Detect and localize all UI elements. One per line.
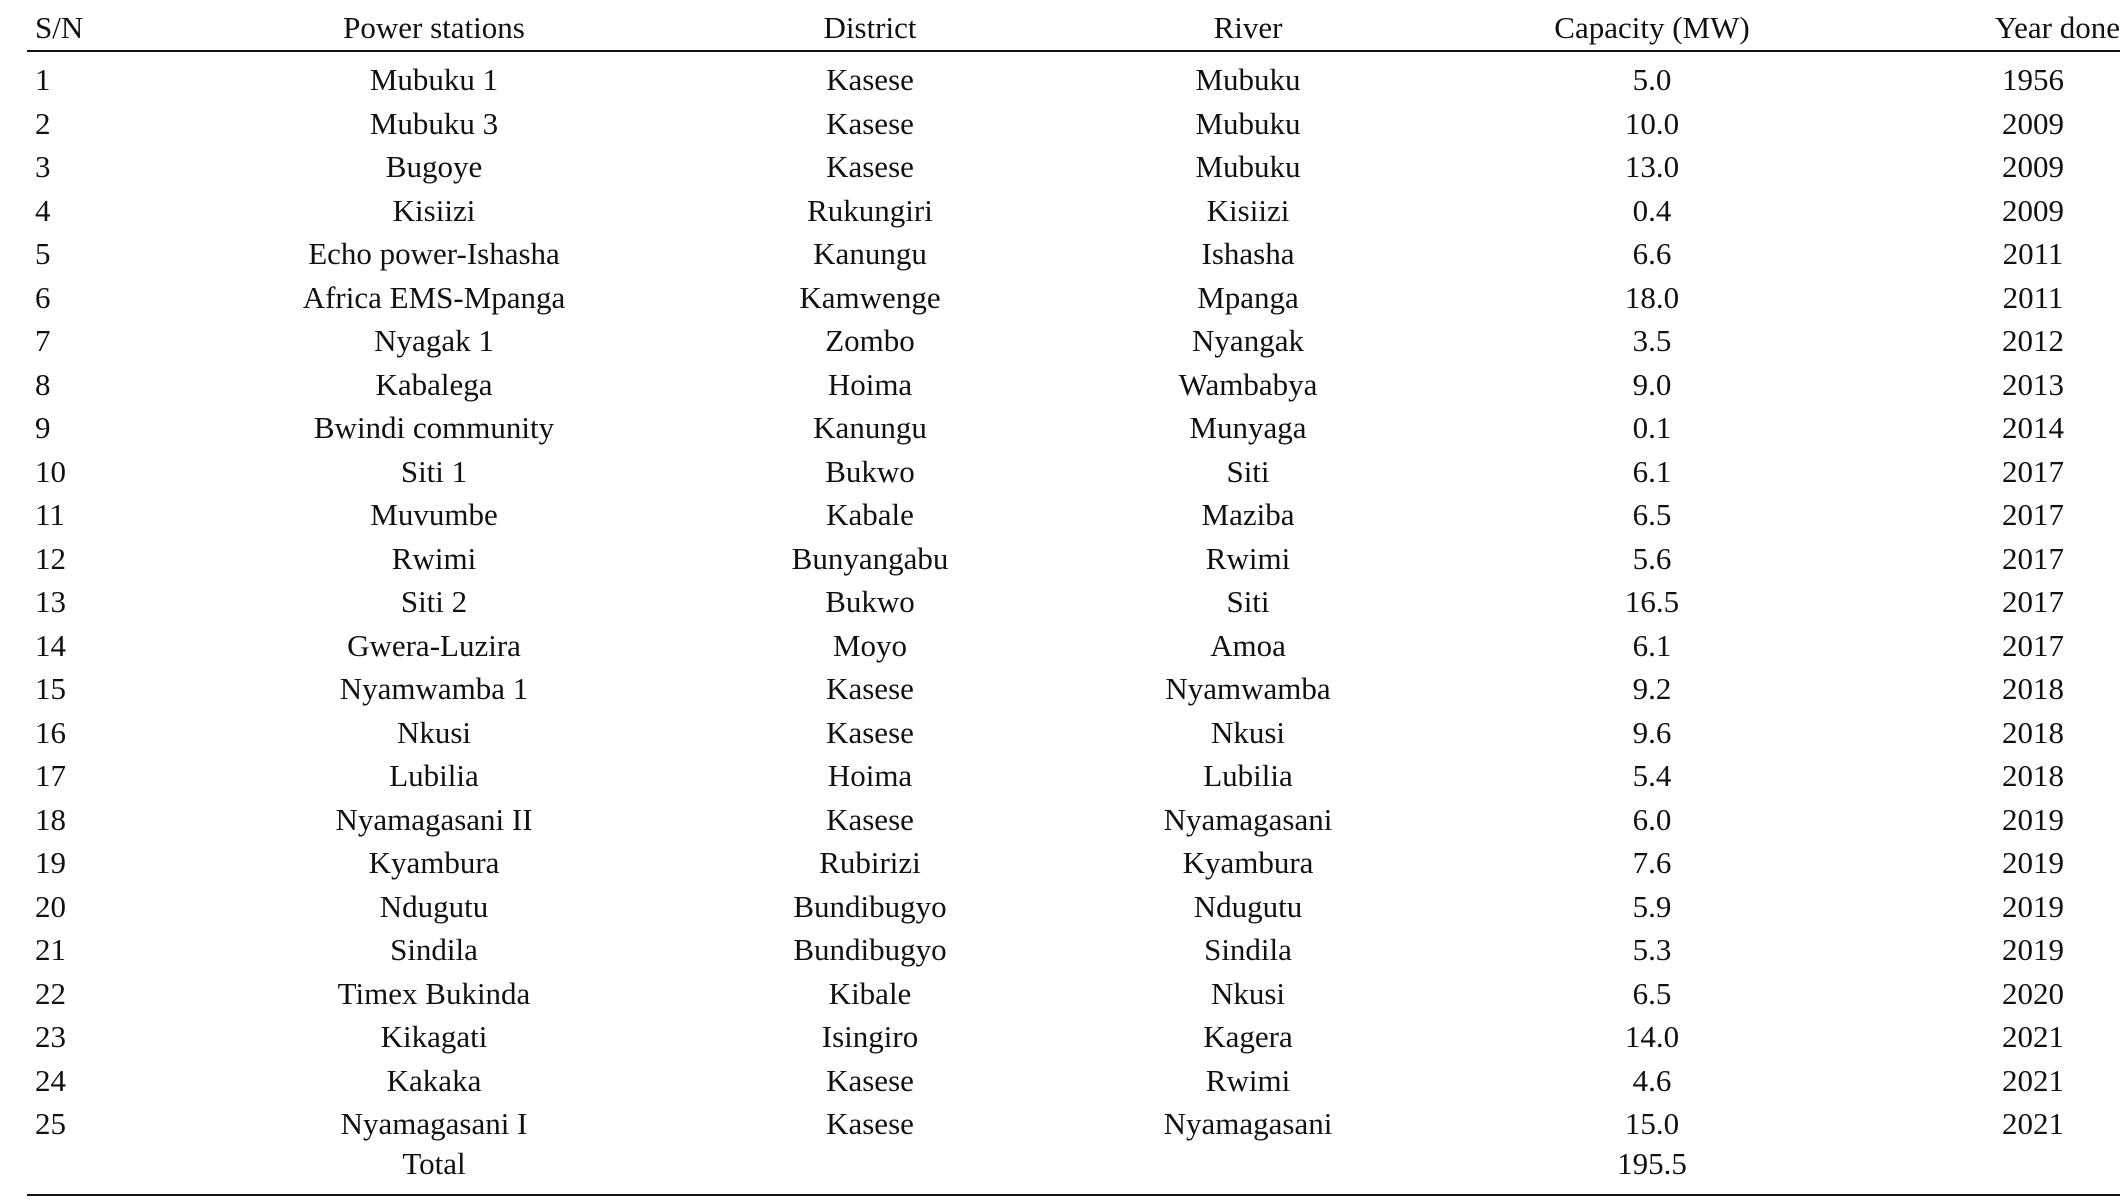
cell-capacity: 6.1 [1632,453,1672,489]
cell-district: Bundibugyo [793,888,947,924]
table-row [27,924,2120,968]
cell-capacity: 10.0 [1624,105,1680,141]
header-district: District [823,10,917,45]
cell-district: Hoima [827,366,913,402]
cell-year-done: 2009 [2002,149,2064,184]
cell-power-station: Ndugutu [379,888,489,924]
cell-river: Nyangak [1192,323,1304,358]
cell-year-done: 2017 [2002,540,2064,576]
cell-year-done: 2018 [2002,671,2064,706]
cell-sn: 18 [35,801,66,837]
cell-district: Kanungu [813,410,927,445]
table-row [27,228,2120,272]
cell-capacity: 13.0 [1624,149,1680,184]
cell-district: Bundibugyo [793,932,947,967]
cell-sn: 15 [35,671,66,706]
cell-sn: 12 [35,540,66,576]
cell-power-station: Kikagati [380,1019,488,1054]
cell-year-done: 2021 [2002,1106,2064,1141]
cell-power-station: Nyamagasani II [335,801,533,837]
cell-district: Kasese [826,1062,914,1098]
cell-district: Kibale [828,975,912,1011]
cell-river: Lubilia [1203,758,1293,793]
table-row [27,620,2120,664]
cell-power-station: Siti 2 [400,584,468,619]
cell-river: Sindila [1204,932,1292,967]
cell-sn: 1 [35,62,51,97]
cell-sn: 20 [35,888,66,924]
cell-power-station: Siti 1 [400,453,468,489]
cell-capacity: 5.4 [1632,758,1672,793]
header-capacity: Capacity (MW) [1554,10,1750,45]
cell-river: Nyamagasani [1163,1106,1333,1141]
table-bottom-rule [27,1194,2120,1196]
cell-sn: 3 [35,149,51,184]
table-row [27,707,2120,751]
cell-district: Zombo [825,323,915,358]
cell-power-station: Timex Bukinda [337,975,531,1011]
cell-capacity: 6.6 [1632,236,1672,271]
cell-year-done: 2018 [2002,758,2064,793]
cell-sn: 2 [35,105,51,141]
cell-sn: 6 [35,279,51,315]
cell-power-station: Kabalega [375,366,493,402]
table-row [27,576,2120,620]
cell-year-done: 2021 [2002,1062,2064,1098]
cell-sn: 5 [35,236,51,271]
table-row [27,968,2120,1012]
cell-river: Siti [1226,584,1270,619]
cell-district: Bukwo [825,584,915,619]
cell-year-done: 2011 [2002,236,2064,271]
cell-year-done: 2017 [2002,584,2064,619]
cell-year-done: 2019 [2002,801,2064,837]
table-row [27,1011,2120,1055]
cell-sn: 9 [35,410,51,445]
cell-sn: 19 [35,845,66,880]
table-row [27,794,2120,838]
table-row [27,837,2120,881]
cell-capacity: 18.0 [1624,279,1680,315]
cell-year-done: 2014 [2002,410,2064,445]
table-row [27,489,2120,533]
cell-year-done: 2012 [2002,323,2064,358]
table-row [27,750,2120,794]
cell-sn: 10 [35,453,66,489]
cell-power-station: Nyamagasani I [340,1106,528,1141]
cell-power-station: Nkusi [396,714,472,750]
cell-district: Moyo [832,627,908,663]
cell-capacity: 9.0 [1632,366,1672,402]
cell-river: Nyamagasani [1163,801,1333,837]
cell-capacity: 6.5 [1632,497,1672,532]
cell-sn: 13 [35,584,66,619]
cell-sn: 21 [35,932,66,967]
cell-capacity: 7.6 [1632,845,1672,880]
cell-river: Rwimi [1205,540,1291,576]
cell-river: Kagera [1203,1019,1293,1054]
cell-capacity: 3.5 [1632,323,1672,358]
cell-year-done: 2019 [2002,932,2064,967]
cell-river: Ishasha [1201,236,1295,271]
cell-river: Siti [1226,453,1270,489]
table-row [27,54,2120,98]
cell-district: Isingiro [821,1019,919,1054]
cell-capacity: 6.0 [1632,801,1672,837]
cell-year-done: 2019 [2002,888,2064,924]
header-river: River [1213,10,1283,45]
cell-power-station: Sindila [390,932,478,967]
cell-power-station: Kisiizi [392,192,476,228]
table-row [27,185,2120,229]
table-row [27,446,2120,490]
cell-river: Munyaga [1189,410,1307,445]
cell-sn: 7 [35,323,51,358]
table-row [27,141,2120,185]
cell-power-station: Bugoye [385,149,483,184]
cell-sn: 4 [35,192,51,228]
header-sn: S/N [35,10,84,45]
cell-year-done: 2018 [2002,714,2064,750]
cell-river: Nyamwamba [1165,671,1331,706]
cell-river: Kyambura [1182,845,1314,880]
cell-power-station: Kakaka [386,1062,482,1098]
cell-sn: 24 [35,1062,66,1098]
cell-capacity: 0.1 [1632,410,1672,445]
cell-river: Ndugutu [1193,888,1303,924]
cell-river: Mubuku [1195,149,1301,184]
cell-capacity: 4.6 [1632,1062,1672,1098]
cell-river: Mubuku [1195,62,1301,97]
cell-river: Wambabya [1178,366,1318,402]
cell-capacity: 6.5 [1632,975,1672,1011]
table-row [27,1055,2120,1099]
cell-year-done: 2017 [2002,453,2064,489]
cell-district: Kamwenge [799,279,941,315]
cell-district: Kasese [826,714,914,750]
cell-district: Hoima [827,758,913,793]
cell-year-done: 2013 [2002,366,2064,402]
cell-capacity: 6.1 [1632,627,1672,663]
table-row [27,1098,2120,1142]
cell-district: Kasese [826,801,914,837]
cell-river: Nkusi [1210,714,1286,750]
table-row [27,402,2120,446]
cell-power-station: Nyamwamba 1 [339,671,529,706]
cell-power-station: Africa EMS-Mpanga [302,279,566,315]
power-stations-table [27,0,2120,1187]
cell-year-done: 2021 [2002,1019,2064,1054]
cell-river: Mpanga [1197,279,1299,315]
cell-power-station: Mubuku 1 [369,62,499,97]
cell-capacity: 16.5 [1624,584,1680,619]
cell-sn: 25 [35,1106,66,1141]
cell-river: Maziba [1201,497,1295,532]
cell-sn: 14 [35,627,66,663]
cell-district: Kasese [826,105,914,141]
cell-capacity: 5.6 [1632,540,1672,576]
cell-capacity: 5.9 [1632,888,1672,924]
cell-river: Rwimi [1205,1062,1291,1098]
cell-power-station: Rwimi [391,540,477,576]
cell-capacity: 14.0 [1624,1019,1680,1054]
table-total-row [27,1142,2120,1187]
cell-district: Kanungu [813,236,927,271]
table-row [27,315,2120,359]
cell-capacity: 9.6 [1632,714,1672,750]
table-row [27,663,2120,707]
cell-power-station: Nyagak 1 [374,323,494,358]
cell-power-station: Lubilia [389,758,479,793]
cell-district: Kabale [826,497,914,532]
cell-district: Kasese [826,671,914,706]
cell-power-station: Bwindi community [313,410,555,445]
table-row [27,272,2120,316]
cell-year-done: 2009 [2002,105,2064,141]
cell-capacity: 5.3 [1632,932,1672,967]
cell-power-station: Gwera-Luzira [347,627,521,663]
cell-capacity: 0.4 [1632,192,1672,228]
cell-district: Kasese [826,1106,914,1141]
header-power-stations: Power stations [343,10,525,45]
total-label: Total [402,1145,466,1181]
cell-district: Rukungiri [807,192,933,228]
cell-year-done: 2019 [2002,845,2064,880]
cell-sn: 22 [35,975,66,1011]
cell-sn: 11 [35,497,65,532]
cell-capacity: 5.0 [1632,62,1672,97]
cell-year-done: 2020 [2002,975,2064,1011]
cell-river: Kisiizi [1206,192,1290,228]
cell-district: Rubirizi [819,845,921,880]
cell-river: Nkusi [1210,975,1286,1011]
table-body [27,52,2120,1142]
cell-district: Bunyangabu [791,540,949,576]
cell-district: Kasese [826,149,914,184]
cell-year-done: 2017 [2002,497,2064,532]
cell-capacity: 9.2 [1632,671,1672,706]
cell-capacity: 15.0 [1624,1106,1680,1141]
cell-river: Amoa [1210,627,1286,663]
cell-power-station: Kyambura [368,845,500,880]
table-row [27,98,2120,142]
table-header-row [27,0,2120,52]
cell-power-station: Muvumbe [370,497,498,532]
cell-sn: 17 [35,758,66,793]
cell-district: Kasese [826,62,914,97]
table-row [27,359,2120,403]
cell-power-station: Echo power-Ishasha [308,236,560,271]
total-capacity: 195.5 [1617,1145,1687,1181]
cell-year-done: 2011 [2002,279,2064,315]
cell-power-station: Mubuku 3 [369,105,499,141]
table-row [27,533,2120,577]
header-year-done: Year done [1994,10,2120,45]
cell-district: Bukwo [825,453,915,489]
cell-sn: 16 [35,714,66,750]
cell-year-done: 1956 [2002,62,2064,97]
cell-river: Mubuku [1195,105,1301,141]
cell-year-done: 2017 [2002,627,2064,663]
cell-sn: 8 [35,366,51,402]
cell-sn: 23 [35,1019,66,1054]
table-row [27,881,2120,925]
cell-year-done: 2009 [2002,192,2064,228]
